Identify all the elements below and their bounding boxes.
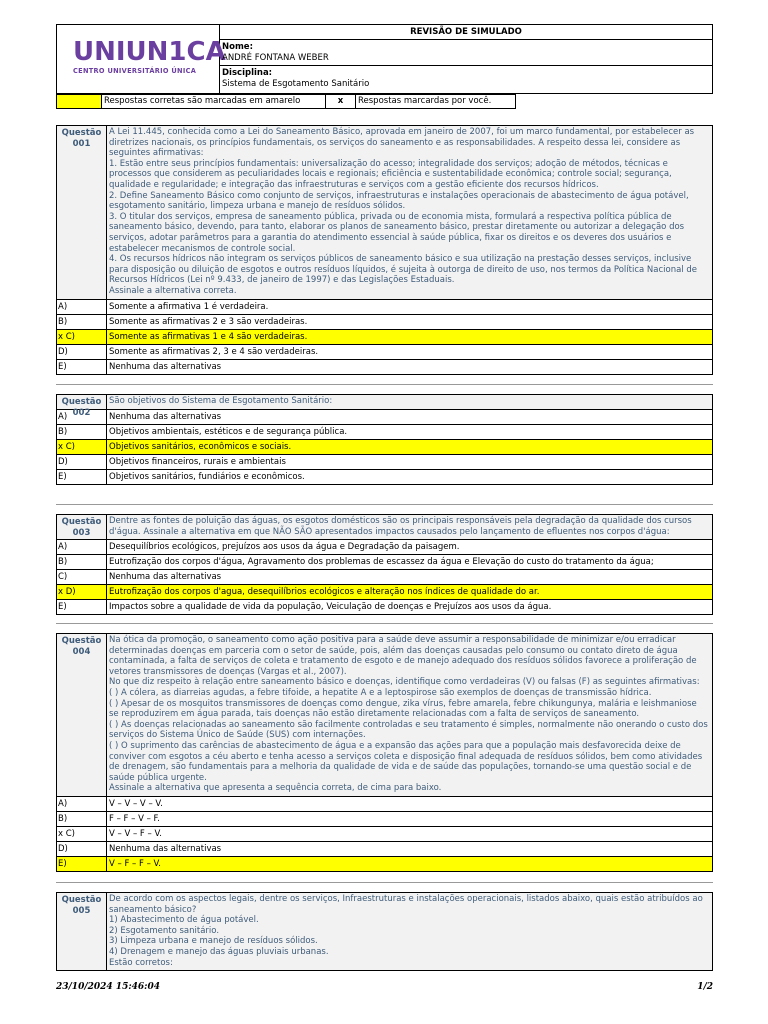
question-block [56,892,713,971]
answer-option [56,797,713,812]
question-header [56,892,713,971]
legend-marked-text: Respostas marcardas por você. [356,94,516,109]
option-text: Nenhuma das alternativas [109,411,222,422]
question-text: De acordo com os aspectos legais, dentre os serviços, Infraestruturas e instalações operacionais, listados abaixo, quais estão atribuídos ao saneamento básico? 1) Abastecimento de água potável. 2) Esgotamento sanitário. 3) Limpeza urbana e manejo de resíduos sólidos. 4) Drenagem e manejo das águas pluviais urbanas. Estão corretos: [109,894,703,968]
question-block [56,514,713,615]
answer-option [56,440,713,455]
answer-option [56,812,713,827]
answer-option [56,570,713,585]
question-number: Questão 002 [57,395,107,409]
answer-option [56,540,713,555]
footer-datetime: 23/10/2024 15:46:04 [56,982,161,992]
option-label: B) [57,555,107,569]
option-text: Somente a afirmativa 1 é verdadeira. [109,301,269,312]
option-label: E) [57,600,107,614]
logo-subtitle: CENTRO UNIVERSITÁRIO ÚNICA [73,67,197,75]
option-label: A) [57,410,107,424]
question-text: Na ótica da promoção, o saneamento como ação positiva para a saúde deve assumir a responsabilidade de minimizar e/ou erradicar determinadas doenças em parceria com o setor de saúde, pois, além das doenças causadas pelo consumo ou contato direto de água contaminada, a falta de serviços de coleta e tratamento de esgoto e de manejo adequado dos resíduos sólidos favorece a proliferação de vetores transmissores de doenças (Vargas et al., 2007). No que diz respeito à relação entre saneamento básico e doenças, identifique como verdadeiras (V) ou falsas (F) as seguintes afirmativas: ( ) A cólera, as diarreias agudas, a febre tifoide, a hepatite A e a leptospirose são exemplos de doenças de transmissão hídrica. ( ) Apesar de os mosquitos transmissores de doenças como dengue, zika vírus, febre amarela, febre chikungunya, malária e leishmaniose se reproduzirem em água parada, tais doenças não estão diretamente relacionadas com a falta de serviços de saneamento. ( ) As doenças relacionadas ao saneamento são facilmente controladas e seu tratamento é simples, normalmente não onerando o custo dos serviços do Sistema Único de Saúde (SUS) com internações. ( ) O suprimento das carências de abastecimento de água e a expansão das ações para que a população mais desfavorecida deixe de conviver com esgotos a céu aberto e tenha acesso a serviços coleta e disposição final adequada de resíduos sólidos, bem como atividades de drenagem, são fundamentais para a melhoria da qualidade de vida e de saúde das populações, tornando-se uma questão social e de saúde pública urgente. Assinale a alternativa que apresenta a sequência correta, de cima para baixo. [109,635,708,794]
answer-option [56,455,713,470]
header-box [56,24,713,94]
discipline-cell [220,66,712,92]
option-label: E) [57,360,107,374]
option-text: Impactos sobre a qualidade de vida da população, Veiculação de doenças e Prejuízos aos usos da água. [109,602,552,613]
option-text: Nenhuma das alternativas [109,843,222,854]
option-label: E) [57,470,107,484]
answer-option [56,360,713,375]
legend-color-swatch [56,94,102,109]
answer-option [56,410,713,425]
option-text: Nenhuma das alternativas [109,572,222,583]
option-label: A) [57,797,107,811]
option-label: B) [57,315,107,329]
logo-text: UNIUN1CA [73,37,226,67]
option-label: D) [57,842,107,856]
option-text: Objetivos financeiros, rurais e ambientais [109,456,286,467]
answer-option [56,470,713,485]
logo [57,25,226,93]
question-number: Questão 005 [57,893,107,970]
option-text: F – F – V – F. [109,813,160,824]
answer-option [56,300,713,315]
question-separator [56,504,713,505]
question-separator [56,882,713,883]
option-text: Nenhuma das alternativas [109,361,222,372]
question-text: Dentre as fontes de poluição das águas, os esgotos domésticos são os principais responsáveis pela degradação da qualidade dos cursos d'água. Assinale a alternativa em que NÃO SÃO apresentados impactos causados pelo lançamento de efluentes nos corpos d'água: [109,516,695,537]
answer-option [56,600,713,615]
option-text: Objetivos ambientais, estéticos e de segurança pública. [109,426,348,437]
student-name-cell [220,40,712,66]
option-label: D) [57,345,107,359]
footer [56,982,713,992]
discipline-label: Disciplina: [222,68,273,78]
answer-option [56,857,713,872]
option-label: E) [57,857,107,871]
option-text: Somente as afirmativas 1 e 4 são verdadeiras. [109,331,308,342]
question-block [56,125,713,375]
answer-option [56,425,713,440]
option-text: V – V – F – V. [109,828,162,839]
option-text: Somente as afirmativas 2 e 3 são verdadeiras. [109,316,308,327]
option-text: Eutrofização dos corpos d'agua, desequilíbrios ecológicos e alteração nos índices de qualidade do ar. [109,587,540,598]
answer-option [56,585,713,600]
option-text: Objetivos sanitários, fundiários e econômicos. [109,471,305,482]
question-text: A Lei 11.445, conhecida como a Lei do Saneamento Básico, aprovada em janeiro de 2007, foi um marco fundamental, por estabelecer as diretrizes nacionais, os princípios fundamentais, os serviços do saneamento e as responsabilidades. A respeito dessa lei, considere as seguintes afirmativas: 1. Estão entre seus princípios fundamentais: universalização do acesso; integralidade dos serviços; adoção de métodos, técnicas e processos que considerem as peculiaridades locais e regionais; eficiência e sustentabilidade econômica; controle social; segurança, qualidade e regularidade; e integração das infraestruturas e serviços com a gestão eficiente dos recursos hídricos. 2. Define Saneamento Básico como conjunto de serviços, infraestruturas e instalações operacionais de abastecimento de água potável, esgotamento sanitário, limpeza urbana e manejo de resíduos sólidos. 3. O titular dos serviços, empresa de saneamento pública, privada ou de economia mista, formulará a respectiva política pública de saneamento básico, devendo, para tanto, elaborar os planos de saneamento básico, prestar diretamente ou autorizar a delegação dos serviços, adotar parâmetros para a garantia do atendimento essencial à saúde pública, fixar os direitos e os deveres dos usuários e estabelecer mecanismos de controle social. 4. Os recursos hídricos não integram os serviços públicos de saneamento básico e sua utilização na prestação desses serviços, inclusive para disposição ou diluição de esgotos e outros resíduos líquidos, é sujeita à outorga de direito de uso, nos termos da Política Nacional de Recursos Hídricos (Lei nº 9.433, de janeiro de 1997) e das Legislações Estaduais. Assinale a alternativa correta. [109,127,698,296]
question-text: São objetivos do Sistema de Esgotamento Sanitário: [109,396,333,406]
question-header [56,125,713,300]
answer-option [56,827,713,842]
question-number: Questão 003 [57,515,107,539]
answer-option [56,555,713,570]
discipline-value: Sistema de Esgotamento Sanitário [222,79,370,89]
option-text: Eutrofização dos corpos d'água, Agravamento dos problemas de escassez da água e Elevação do custo do tratamento da água; [109,557,654,568]
option-text: V – V – V – V. [109,798,163,809]
question-number: Questão 001 [57,126,107,299]
answer-option [56,315,713,330]
option-label: x C) [57,330,107,344]
option-text: Objetivos sanitários, econômicos e sociais. [109,441,292,452]
question-number: Questão 004 [57,634,107,796]
option-label: x C) [57,440,107,454]
answer-option [56,330,713,345]
name-label: Nome: [222,42,253,52]
option-label: x D) [57,585,107,599]
question-separator [56,623,713,624]
legend-x-mark: x [326,94,356,109]
question-header [56,633,713,797]
option-text: Desequilíbrios ecológicos, prejuízos aos usos da água e Degradação da paisagem. [109,542,460,553]
footer-page-number: 1/2 [697,982,713,992]
option-label: A) [57,300,107,314]
answer-option [56,345,713,360]
question-header [56,514,713,540]
option-label: B) [57,812,107,826]
page-title: REVISÃO DE SIMULADO [220,25,712,40]
option-text: V – F – F – V. [109,858,161,869]
option-label: D) [57,455,107,469]
question-block [56,394,713,485]
option-label: x C) [57,827,107,841]
legend-correct-text: Respostas corretas são marcadas em amarelo [102,94,326,109]
option-label: B) [57,425,107,439]
answer-option [56,842,713,857]
option-label: A) [57,540,107,554]
question-separator [56,384,713,385]
option-text: Somente as afirmativas 2, 3 e 4 são verdadeiras. [109,346,319,357]
question-block [56,633,713,872]
option-label: C) [57,570,107,584]
name-value: ANDRÉ FONTANA WEBER [222,53,329,63]
